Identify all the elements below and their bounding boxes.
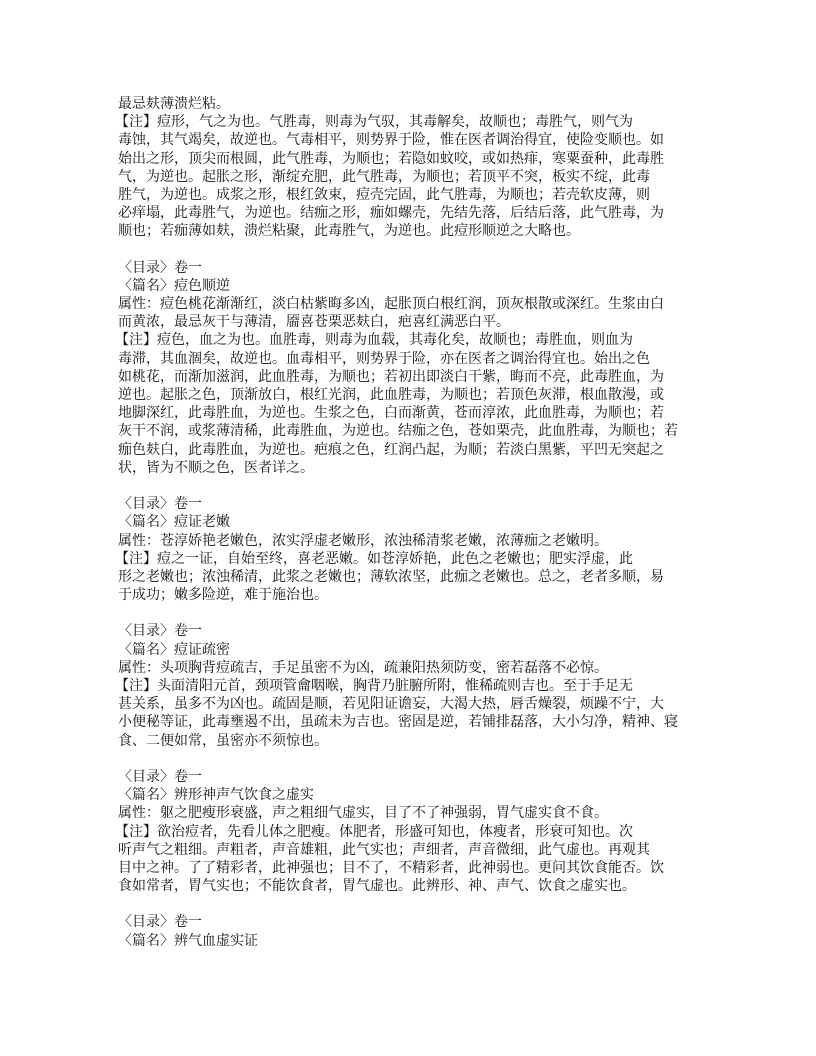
text-line: 痂色麸白，此毒胜血，为逆也。疤痕之色，红润凸起，为顺；若淡白黑紫，平凹无突起之 [118,441,664,458]
section-spacer [118,895,678,913]
section-spacer [118,750,678,768]
text-line: 如桃花，而渐加滋润，此血胜毒，为顺也；若初出即淡白干紫，晦而不亮，此毒胜血，为 [118,368,664,385]
text-line: 而黄浓，最忌灰干与薄清，靥喜苍栗恶麸白，疤喜红满恶白平。 [118,314,510,331]
text-line: 胜气，为逆也。成浆之形，根红敛束，痘壳完固，此气胜毒，为顺也；若壳软皮薄，则 [118,186,650,203]
text-line: 属性：苍淳娇艳老嫩色，浓实浮虚老嫩形，浓浊稀清浆老嫩，浓薄痂之老嫩明。 [118,532,608,549]
document-section [115,622,678,749]
section-spacer [118,604,678,622]
document-section [115,768,678,895]
text-line: 【注】头面清阳元首，颈项管龠咽喉，胸背乃脏腑所附，惟稀疏则吉也。至于手足无 [115,678,633,694]
text-line: 状，皆为不顺之色，医者详之。 [118,459,314,476]
text-line: 〈目录〉卷一 [118,496,202,513]
document-section [115,259,678,477]
text-line: 属性：躯之肥瘦形衰盛，声之粗细气虚实，目了不了神强弱，胃气虚实食不食。 [118,805,608,822]
text-line: 食、二便如常，虽密亦不须惊也。 [118,732,328,749]
section-spacer [118,477,678,495]
text-line: 气，为逆也。起胀之形，渐绽充肥，此气胜毒，为顺也；若顶平不突，板实不绽，此毒 [118,168,650,185]
text-line: 〈篇名〉辨气血虚实证 [118,932,258,949]
document-section [118,913,678,949]
text-line: 〈目录〉卷一 [118,623,202,640]
text-line: 【注】痘形，气之为也。气胜毒，则毒为气驭，其毒解矣，故顺也；毒胜气，则气为 [115,114,633,131]
text-line: 顺也；若痂薄如麸，溃烂粘聚，此毒胜气，为逆也。此痘形顺逆之大略也。 [118,223,580,240]
text-line: 目中之神。了了精彩者，此神强也；目不了，不精彩者，此神弱也。更问其饮食能否。饮 [118,859,664,876]
text-line: 〈篇名〉痘证老嫩 [118,514,230,531]
text-line: 【注】欲治痘者，先看儿体之肥瘦。体肥者，形盛可知也，体瘦者，形衰可知也。次 [115,823,633,840]
text-line: 〈目录〉卷一 [118,259,202,276]
text-line: 属性：头项胸背痘疏吉，手足虽密不为凶，疏兼阳热须防变，密若磊落不必惊。 [118,659,608,676]
text-line: 逆也。起胀之色，顶渐放白，根红光润，此血胜毒，为顺也；若顶色灰滞，根血散漫，或 [118,387,664,403]
text-line: 属性：痘色桃花渐渐红，淡白枯紫晦多凶，起胀顶白根红润，顶灰根散或深红。生浆由白 [118,296,664,313]
text-line: 最忌麸薄溃烂粘。 [118,96,230,112]
document-section [115,495,678,604]
text-line: 毒滞，其血涸矣，故逆也。血毒相平，则势界于险，亦在医者之调治得宜也。始出之色 [118,350,650,367]
document-section [115,95,678,241]
text-line: 始出之形，顶尖而根圆，此气胜毒，为顺也；若隐如蚊咬，或如热痱，寒粟蚕种，此毒胜 [118,150,664,167]
text-line: 甚关系，虽多不为凶也。疏固是顺，若见阳证谵妄，大渴大热，唇舌燥裂，烦躁不宁，大 [118,696,664,713]
text-line: 必痒塌，此毒胜气，为逆也。结痂之形，痂如螺壳，先结先落，后结后落，此气胜毒，为 [118,205,664,222]
section-spacer [118,241,678,259]
text-line: 〈目录〉卷一 [118,914,202,931]
document-body [115,95,678,950]
text-line: 于成功；嫩多险逆，难于施治也。 [118,587,328,604]
text-line: 灰干不润，或浆薄清稀，此毒胜血，为逆也。结痂之色，苍如栗壳，此血胜毒，为顺也；若 [118,423,678,440]
text-line: 【注】痘之一证，自始至终，喜老恶嫩。如苍淳娇艳，此色之老嫩也；肥实浮虚，此 [115,550,633,567]
text-line: 地脚深红，此毒胜血，为逆也。生浆之色，白而渐黄，苍而淳浓，此血胜毒，为顺也；若 [118,405,664,422]
text-line: 【注】痘色，血之为也。血胜毒，则毒为血载，其毒化矣，故顺也；毒胜血，则血为 [115,332,633,349]
text-line: 听声气之粗细。声粗者，声音雄粗，此气实也；声细者，声音微细，此气虚也。再观其 [118,841,650,858]
text-line: 毒蚀，其气竭矣，故逆也。气毒相平，则势界于险，惟在医者调治得宜，使险变顺也。如 [118,132,664,149]
text-line: 〈篇名〉痘色顺逆 [118,277,230,294]
text-line: 食如常者，胃气实也；不能饮食者，胃气虚也。此辨形、神、声气、饮食之虚实也。 [118,878,636,895]
text-line: 〈篇名〉痘证疏密 [118,641,230,658]
text-line: 〈篇名〉辨形神声气饮食之虚实 [118,787,314,804]
text-line: 形之老嫩也；浓浊稀清，此浆之老嫩也；薄软浓坚，此痂之老嫩也。总之，老者多顺，易 [118,568,664,585]
text-line: 〈目录〉卷一 [118,768,202,785]
text-line: 小便秘等证，此毒壅遏不出，虽疏未为吉也。密固是逆，若铺排磊落，大小匀净，精神、寝 [118,714,678,731]
